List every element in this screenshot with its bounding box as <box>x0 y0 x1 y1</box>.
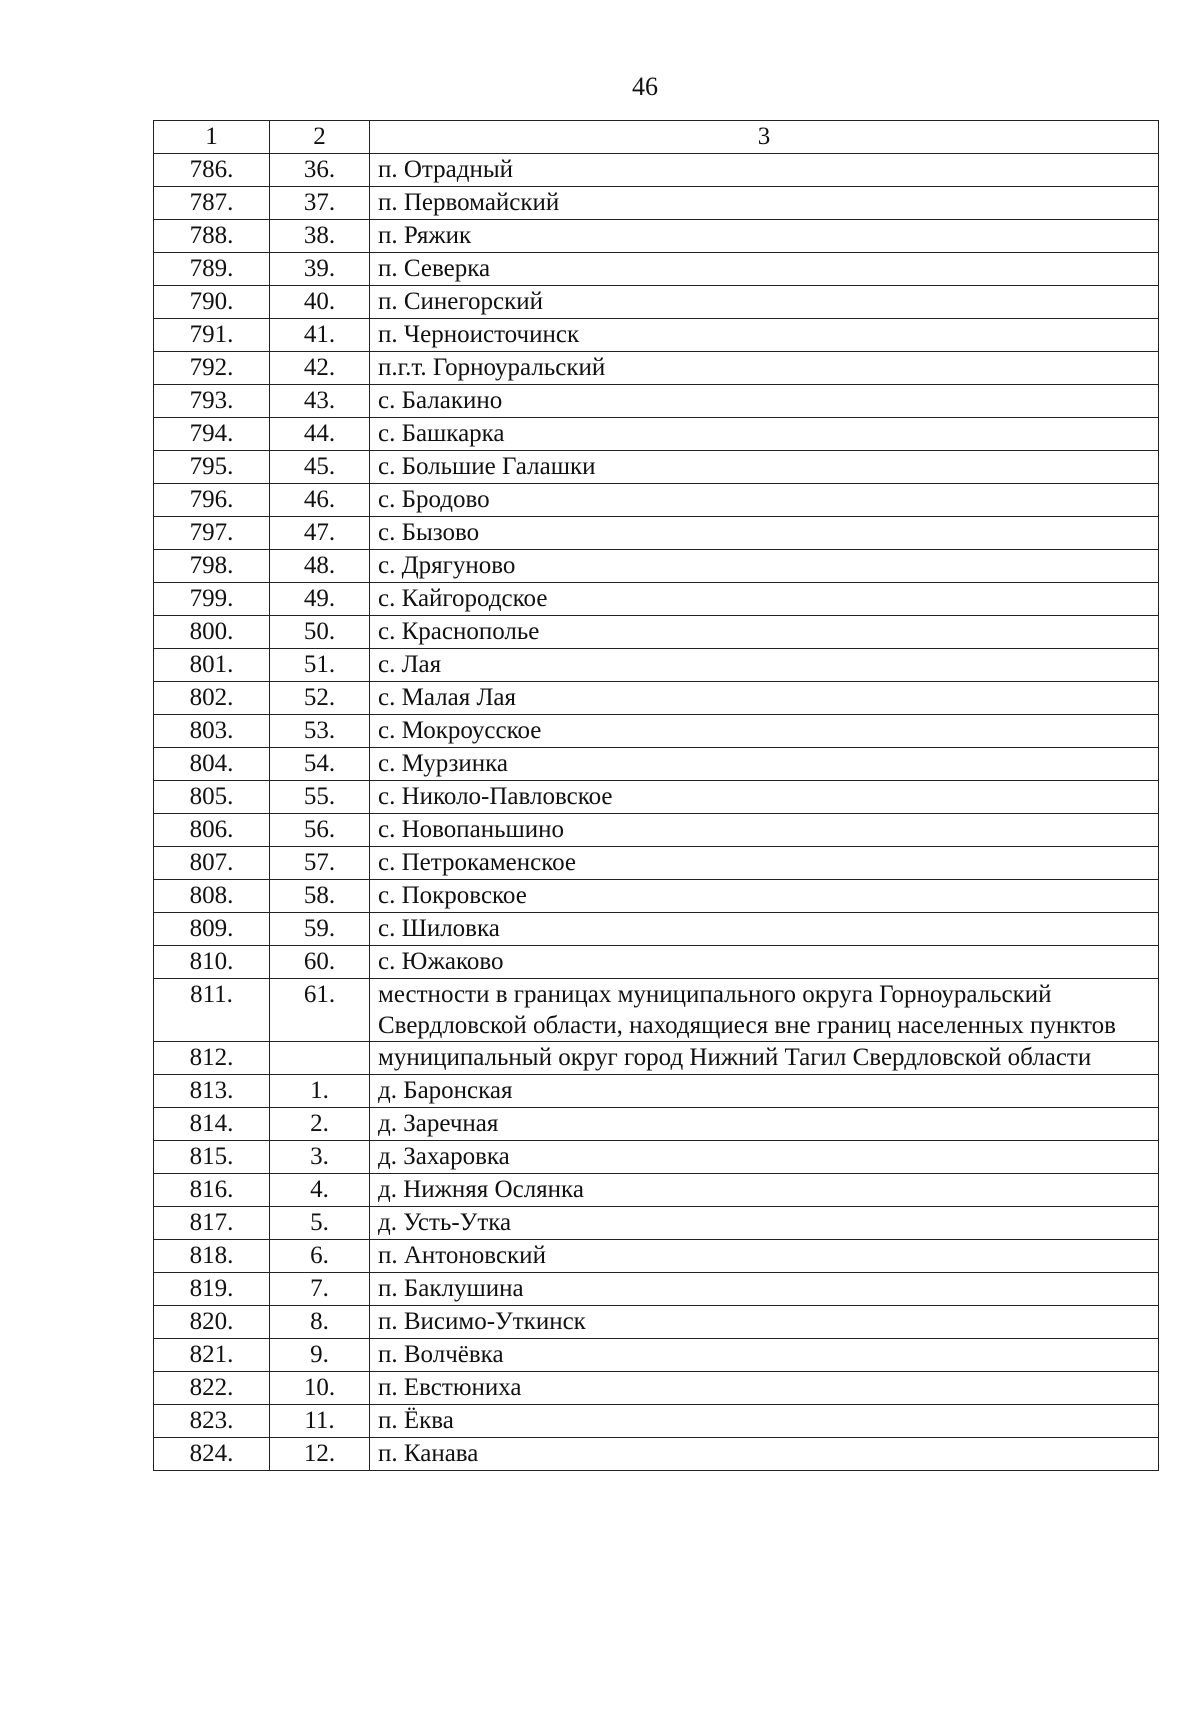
table-row <box>154 319 1159 352</box>
cell-local-number: 50. <box>270 616 370 649</box>
cell-settlement-name: с. Бызово <box>370 517 1159 550</box>
table-row <box>154 880 1159 913</box>
cell-local-number: 59. <box>270 913 370 946</box>
cell-settlement-name: с. Краснополье <box>370 616 1159 649</box>
cell-local-number: 52. <box>270 682 370 715</box>
table-row <box>154 781 1159 814</box>
cell-total-number: 808. <box>154 880 270 913</box>
table-row <box>154 220 1159 253</box>
table-row <box>154 616 1159 649</box>
cell-local-number: 40. <box>270 286 370 319</box>
cell-local-number: 37. <box>270 187 370 220</box>
cell-local-number: 48. <box>270 550 370 583</box>
cell-total-number: 821. <box>154 1339 270 1372</box>
cell-local-number: 8. <box>270 1306 370 1339</box>
table-row <box>154 253 1159 286</box>
cell-settlement-name: п. Синегорский <box>370 286 1159 319</box>
cell-settlement-name: с. Шиловка <box>370 913 1159 946</box>
table-row <box>154 286 1159 319</box>
cell-settlement-name: с. Башкарка <box>370 418 1159 451</box>
table-row <box>154 1405 1159 1438</box>
cell-total-number: 818. <box>154 1240 270 1273</box>
table-row <box>154 187 1159 220</box>
cell-total-number: 822. <box>154 1372 270 1405</box>
cell-local-number: 45. <box>270 451 370 484</box>
cell-local-number: 49. <box>270 583 370 616</box>
table-row <box>154 1339 1159 1372</box>
cell-settlement-name: с. Новопаньшино <box>370 814 1159 847</box>
cell-local-number: 9. <box>270 1339 370 1372</box>
cell-total-number: 812. <box>154 1042 270 1075</box>
cell-local-number: 58. <box>270 880 370 913</box>
table-row <box>154 1240 1159 1273</box>
cell-settlement-name: с. Балакино <box>370 385 1159 418</box>
table-row <box>154 418 1159 451</box>
column-header-1: 1 <box>154 121 270 154</box>
cell-local-number: 60. <box>270 946 370 979</box>
table-row <box>154 484 1159 517</box>
table-row <box>154 550 1159 583</box>
cell-local-number: 3. <box>270 1141 370 1174</box>
table-row <box>154 1042 1159 1075</box>
cell-settlement-name: п. Евстюниха <box>370 1372 1159 1405</box>
settlements-table <box>153 120 1159 1471</box>
cell-local-number: 38. <box>270 220 370 253</box>
cell-settlement-name: п. Антоновский <box>370 1240 1159 1273</box>
cell-local-number: 57. <box>270 847 370 880</box>
cell-local-number: 42. <box>270 352 370 385</box>
cell-local-number: 54. <box>270 748 370 781</box>
table-row <box>154 649 1159 682</box>
cell-settlement-name: с. Мокроусское <box>370 715 1159 748</box>
cell-local-number: 51. <box>270 649 370 682</box>
cell-total-number: 798. <box>154 550 270 583</box>
cell-total-number: 806. <box>154 814 270 847</box>
cell-settlement-name: п. Отрадный <box>370 154 1159 187</box>
cell-total-number: 786. <box>154 154 270 187</box>
cell-settlement-name: с. Дрягуново <box>370 550 1159 583</box>
cell-total-number: 803. <box>154 715 270 748</box>
cell-total-number: 814. <box>154 1108 270 1141</box>
table-row <box>154 583 1159 616</box>
column-header-2: 2 <box>270 121 370 154</box>
cell-total-number: 813. <box>154 1075 270 1108</box>
table-row <box>154 913 1159 946</box>
table-row <box>154 1174 1159 1207</box>
cell-settlement-name: п. Ёква <box>370 1405 1159 1438</box>
cell-local-number: 53. <box>270 715 370 748</box>
cell-settlement-name: с. Малая Лая <box>370 682 1159 715</box>
table-row <box>154 1207 1159 1240</box>
cell-local-number <box>270 1042 370 1075</box>
cell-total-number: 797. <box>154 517 270 550</box>
cell-local-number: 10. <box>270 1372 370 1405</box>
cell-settlement-name: п. Черноисточинск <box>370 319 1159 352</box>
cell-settlement-name: с. Лая <box>370 649 1159 682</box>
cell-total-number: 787. <box>154 187 270 220</box>
cell-total-number: 793. <box>154 385 270 418</box>
cell-total-number: 824. <box>154 1438 270 1471</box>
cell-settlement-name: д. Заречная <box>370 1108 1159 1141</box>
cell-settlement-name: д. Нижняя Ослянка <box>370 1174 1159 1207</box>
table-row <box>154 1075 1159 1108</box>
cell-settlement-name: п.г.т. Горноуральский <box>370 352 1159 385</box>
table-row <box>154 946 1159 979</box>
cell-total-number: 820. <box>154 1306 270 1339</box>
cell-total-number: 800. <box>154 616 270 649</box>
cell-settlement-name: п. Висимо-Уткинск <box>370 1306 1159 1339</box>
table-row <box>154 748 1159 781</box>
table-row <box>154 979 1159 1042</box>
cell-local-number: 36. <box>270 154 370 187</box>
cell-settlement-name: п. Баклушина <box>370 1273 1159 1306</box>
cell-local-number: 7. <box>270 1273 370 1306</box>
cell-local-number: 1. <box>270 1075 370 1108</box>
cell-local-number: 44. <box>270 418 370 451</box>
cell-local-number: 47. <box>270 517 370 550</box>
table-row <box>154 451 1159 484</box>
cell-total-number: 815. <box>154 1141 270 1174</box>
cell-local-number: 61. <box>270 979 370 1042</box>
cell-local-number: 4. <box>270 1174 370 1207</box>
cell-local-number: 43. <box>270 385 370 418</box>
cell-total-number: 796. <box>154 484 270 517</box>
cell-settlement-name: с. Кайгородское <box>370 583 1159 616</box>
cell-local-number: 46. <box>270 484 370 517</box>
cell-total-number: 795. <box>154 451 270 484</box>
cell-settlement-name: д. Баронская <box>370 1075 1159 1108</box>
cell-settlement-name: местности в границах муниципального округа Горноуральский Свердловской области, находящиеся вне границ населенных пунктов <box>370 979 1159 1042</box>
table-row <box>154 1438 1159 1471</box>
table-row <box>154 715 1159 748</box>
table-row <box>154 814 1159 847</box>
table-row <box>154 847 1159 880</box>
cell-total-number: 807. <box>154 847 270 880</box>
cell-local-number: 11. <box>270 1405 370 1438</box>
table-row <box>154 352 1159 385</box>
cell-local-number: 55. <box>270 781 370 814</box>
cell-local-number: 5. <box>270 1207 370 1240</box>
cell-total-number: 805. <box>154 781 270 814</box>
cell-total-number: 817. <box>154 1207 270 1240</box>
cell-settlement-name: п. Первомайский <box>370 187 1159 220</box>
cell-settlement-name: с. Николо-Павловское <box>370 781 1159 814</box>
table-row <box>154 682 1159 715</box>
cell-total-number: 789. <box>154 253 270 286</box>
table-row <box>154 385 1159 418</box>
cell-local-number: 2. <box>270 1108 370 1141</box>
table-header-row <box>154 121 1159 154</box>
cell-settlement-name: с. Покровское <box>370 880 1159 913</box>
table-row <box>154 1108 1159 1141</box>
table-row <box>154 1141 1159 1174</box>
cell-total-number: 792. <box>154 352 270 385</box>
cell-total-number: 794. <box>154 418 270 451</box>
cell-settlement-name: п. Ряжик <box>370 220 1159 253</box>
cell-total-number: 804. <box>154 748 270 781</box>
cell-local-number: 41. <box>270 319 370 352</box>
cell-settlement-name: с. Бродово <box>370 484 1159 517</box>
table-row <box>154 1372 1159 1405</box>
cell-settlement-name: с. Южаково <box>370 946 1159 979</box>
cell-settlement-name: с. Большие Галашки <box>370 451 1159 484</box>
table-row <box>154 154 1159 187</box>
cell-settlement-name: п. Северка <box>370 253 1159 286</box>
cell-total-number: 788. <box>154 220 270 253</box>
cell-total-number: 799. <box>154 583 270 616</box>
cell-settlement-name: п. Волчёвка <box>370 1339 1159 1372</box>
cell-settlement-name: с. Петрокаменское <box>370 847 1159 880</box>
cell-total-number: 811. <box>154 979 270 1042</box>
cell-local-number: 56. <box>270 814 370 847</box>
table-body <box>154 121 1159 1471</box>
cell-total-number: 810. <box>154 946 270 979</box>
cell-total-number: 823. <box>154 1405 270 1438</box>
cell-total-number: 801. <box>154 649 270 682</box>
cell-settlement-name: д. Захаровка <box>370 1141 1159 1174</box>
cell-total-number: 816. <box>154 1174 270 1207</box>
cell-total-number: 819. <box>154 1273 270 1306</box>
column-header-3: 3 <box>370 121 1159 154</box>
cell-settlement-name: с. Мурзинка <box>370 748 1159 781</box>
cell-local-number: 6. <box>270 1240 370 1273</box>
table-row <box>154 1273 1159 1306</box>
page-number: 46 <box>632 72 658 101</box>
cell-settlement-name: п. Канава <box>370 1438 1159 1471</box>
cell-local-number: 12. <box>270 1438 370 1471</box>
cell-total-number: 790. <box>154 286 270 319</box>
cell-local-number: 39. <box>270 253 370 286</box>
cell-total-number: 802. <box>154 682 270 715</box>
cell-total-number: 791. <box>154 319 270 352</box>
table-row <box>154 517 1159 550</box>
cell-settlement-name: д. Усть-Утка <box>370 1207 1159 1240</box>
cell-settlement-name: муниципальный округ город Нижний Тагил Свердловской области <box>370 1042 1159 1075</box>
table-row <box>154 1306 1159 1339</box>
cell-total-number: 809. <box>154 913 270 946</box>
